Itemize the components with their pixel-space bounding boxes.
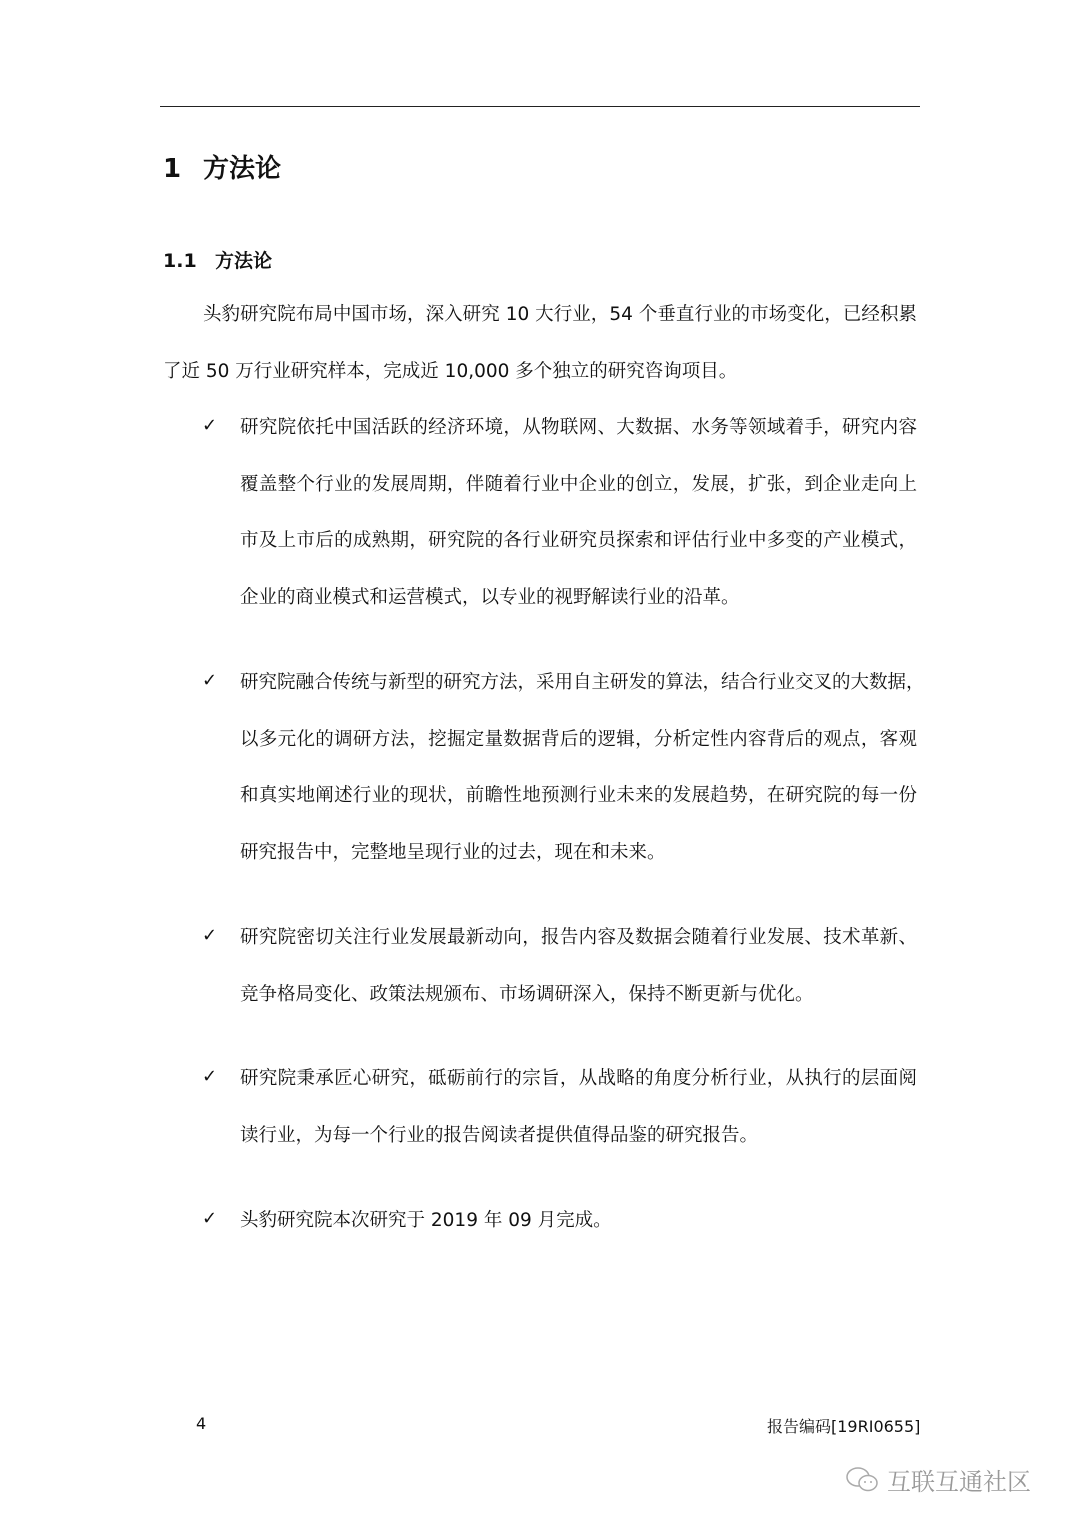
watermark-text: 互联互通社区: [887, 1468, 1031, 1496]
check-icon: ✓: [202, 925, 218, 946]
bullet-line: 研究院密切关注行业发展最新动向，报告内容及数据会随着行业发展、技术革新、: [240, 927, 917, 948]
bullet-line: 企业的商业模式和运营模式，以专业的视野解读行业的沿革。: [240, 587, 740, 608]
bullet-line: 竞争格局变化、政策法规颁布、市场调研深入，保持不断更新与优化。: [240, 984, 814, 1005]
bullet-line: 研究报告中，完整地呈现行业的过去，现在和未来。: [240, 842, 666, 863]
bullet-line: 读行业，为每一个行业的报告阅读者提供值得品鉴的研究报告。: [240, 1125, 759, 1146]
heading-number: 1: [163, 154, 182, 184]
bullet-line: 研究院依托中国活跃的经济环境，从物联网、大数据、水务等领域着手，研究内容: [240, 417, 917, 438]
bullet-line: 以多元化的调研方法，挖掘定量数据背后的逻辑，分析定性内容背后的观点，客观: [240, 729, 917, 750]
heading-1: [163, 148, 281, 185]
watermark: [845, 1462, 1031, 1497]
bullet-line: 和真实地阐述行业的现状，前瞻性地预测行业未来的发展趋势，在研究院的每一份: [240, 785, 917, 806]
heading-number: 1.1: [163, 250, 197, 272]
check-icon: ✓: [202, 1208, 218, 1229]
heading-title: 方法论: [203, 154, 282, 184]
header-rule: [160, 106, 920, 107]
heading-2: [163, 246, 272, 273]
check-icon: ✓: [202, 415, 218, 436]
bullet-line: 覆盖整个行业的发展周期，伴随着行业中企业的创立，发展，扩张，到企业走向上: [240, 474, 917, 495]
intro-line: 了近 50 万行业研究样本，完成近 10,000 多个独立的研究咨询项目。: [163, 361, 738, 382]
report-code: 报告编码[19RI0655]: [767, 1417, 921, 1436]
check-icon: ✓: [202, 670, 218, 691]
heading-title: 方法论: [215, 250, 273, 272]
bullet-line: 头豹研究院本次研究于 2019 年 09 月完成。: [240, 1210, 612, 1231]
bullet-line: 研究院融合传统与新型的研究方法，采用自主研发的算法，结合行业交叉的大数据，: [240, 672, 925, 693]
intro-line: 头豹研究院布局中国市场，深入研究 10 大行业，54 个垂直行业的市场变化，已经积累: [203, 304, 917, 325]
check-icon: ✓: [202, 1066, 218, 1087]
bullet-line: 市及上市后的成熟期，研究院的各行业研究员探索和评估行业中多变的产业模式，: [240, 530, 917, 551]
wechat-icon: [845, 1466, 879, 1494]
page-number: 4: [196, 1414, 207, 1433]
bullet-line: 研究院秉承匠心研究，砥砺前行的宗旨，从战略的角度分析行业，从执行的层面阅: [240, 1068, 917, 1089]
